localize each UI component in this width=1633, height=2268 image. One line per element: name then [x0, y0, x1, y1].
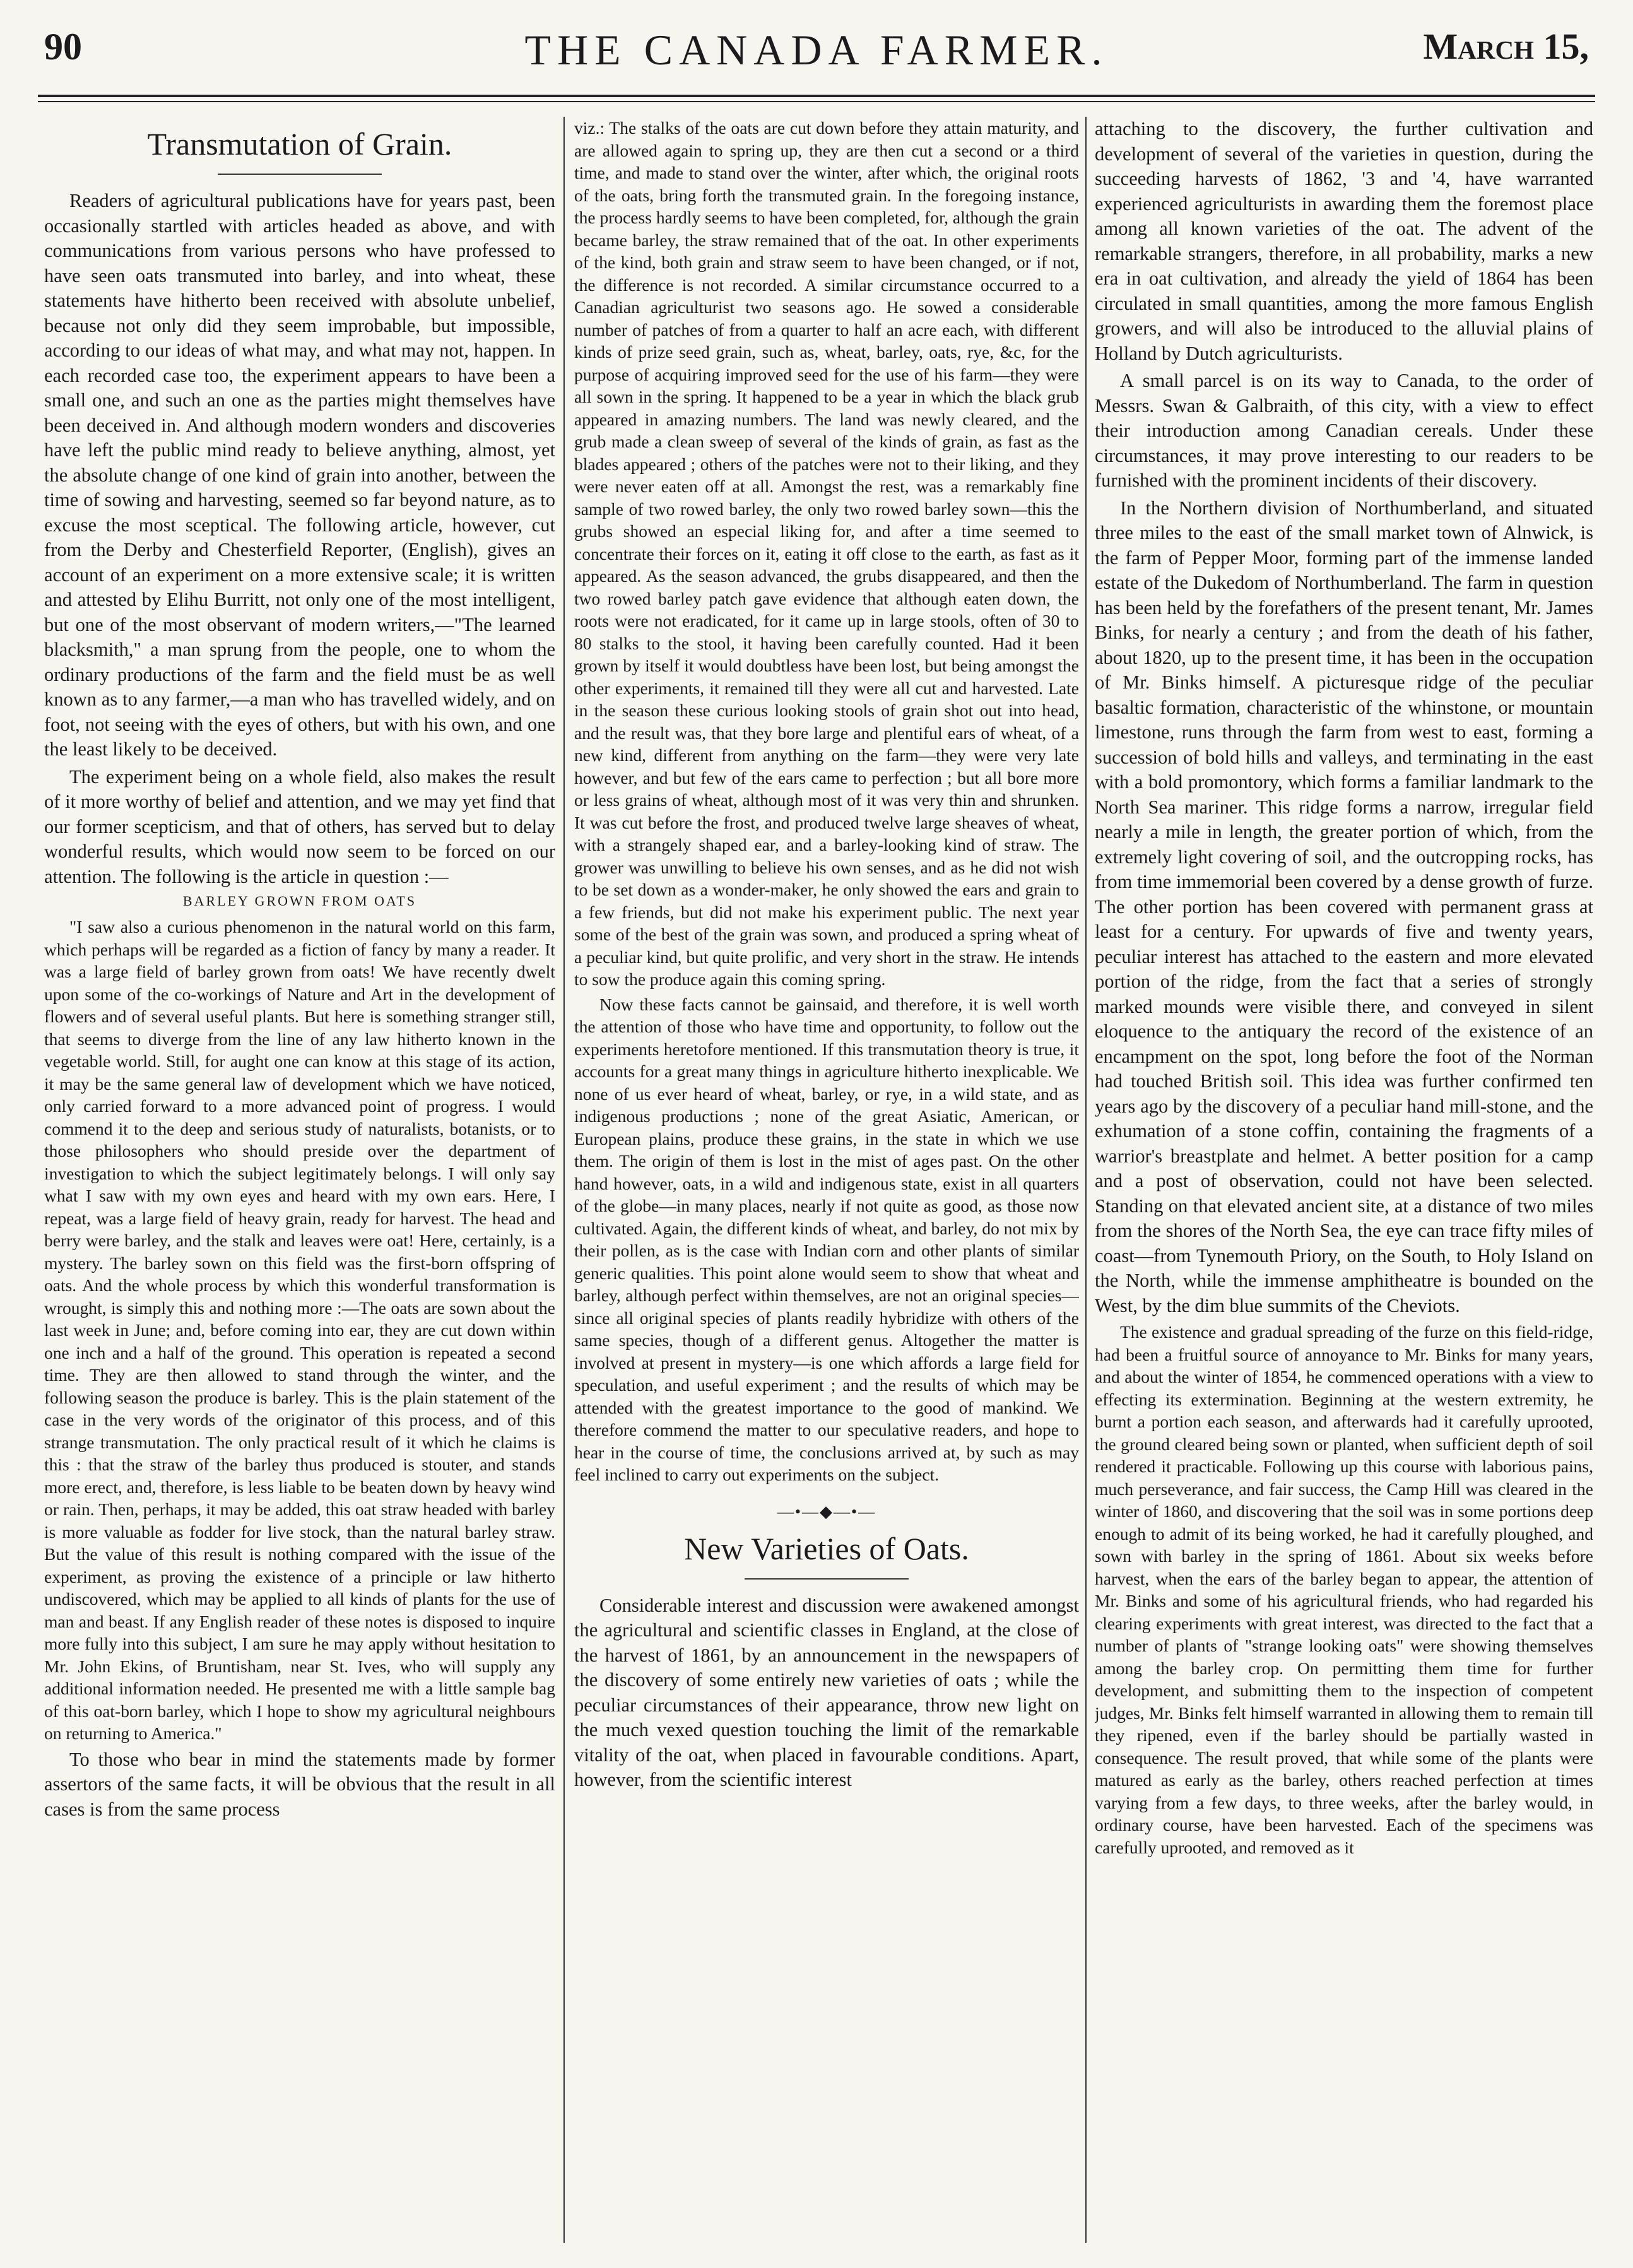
- column-1: [44, 117, 555, 2243]
- section-ornament: —•—◆—•—: [777, 1502, 876, 1521]
- title-underline: [745, 1578, 909, 1580]
- column-divider: [1085, 117, 1087, 2243]
- article-title-oats: New Varieties of Oats.: [684, 1530, 969, 1566]
- article-paragraph: The experiment being on a whole field, also makes the result of it more worthy of belief and attention, and we may yet find that our former scepticism, and that of others, has served but to delay wonderful results, which would now seem to be forced on our attention. The following is the article in question :—: [44, 765, 555, 887]
- article-paragraph: Now these facts cannot be gainsaid, and therefore, it is well worth the attention of those who have time and opportunity, to follow out the experiments heretofore mentioned. If this transmutation theory is true, it accounts for a great many things in agriculture hitherto inexplicable. We none of us ever heard of wheat, barley, or rye, in a wild state, and as indigenous productions ; none of the great Asiatic, American, or European plains, produce these grains, in the state in which we use them. The origin of them is lost in the mist of ages past. On the other hand however, oats, in a wild and indigenous state, exist in all quarters of the globe—in many places, nearly if not quite as good, as those now cultivated. Again, the different kinds of wheat, and barley, do not mix by their pollen, as is the case with Indian corn and other plants of similar generic qualities. This point alone would seem to show that wheat and barley, although perfect within themselves, are not an original species—since all original species of plants readily hybridize with others of the same species, though of a different genus. Altogether the matter is involved at present in mystery—is one which affords a large field for speculation, and useful experiment ; and the results of which may be attended with the greatest importance to the good of mankind. We therefore commend the matter to our speculative readers, and hope to hear in the course of time, the conclusions arrived at, by such as may feel inclined to carry out experiments on the subject.: [574, 994, 1079, 1484]
- column-3: [1095, 117, 1593, 2243]
- article-paragraph: Readers of agricultural publications have for years past, been occasionally startled with articles headed as above, and with communications from various persons who have professed to have seen oats transmuted into barley, and into wheat, these statements have hitherto been received with absolute unbelief, because not only did they seem improbable, but impossible, according to our ideas of what may, and what may not, happen. In each recorded case too, the experiment appears to have been a small one, and such an one as the parties might themselves have been deceived in. And although modern wonders and discoveries have left the public mind ready to believe anything, almost, yet the absolute change of one kind of grain into another, between the time of sowing and harvesting, seemed so far beyond nature, as to excuse the most sceptical. The following article, however, cut from the Derby and Chesterfield Reporter, (English), gives an account of an experiment on a more extensive scale; it is written and attested by Elihu Burritt, not only one of the most intelligent, but one of the most observant of modern writers,—"The learned blacksmith," a man sprung from the people, one to whom the ordinary productions of the farm and the field must be as well known as to any farmer,—a man who has travelled widely, and on foot, not seeing with the eyes of others, but with his own, and one the least likely to be deceived.: [44, 190, 555, 760]
- quoted-article-subhead: BARLEY GROWN FROM OATS: [182, 893, 417, 909]
- page-number: 90: [44, 26, 82, 68]
- article-title-transmutation: Transmutation of Grain.: [147, 126, 452, 162]
- column-divider: [563, 117, 565, 2243]
- article-paragraph: The existence and gradual spreading of the furze on this field-ridge, had been a fruitful source of annoyance to Mr. Binks for many years, and about the winter of 1854, he commenced operations with a view to effecting its extermination. Beginning at the western extremity, he burnt a portion each season, and afterwards had it carefully uprooted, the ground cleared being sown or planted, when sufficient depth of soil rendered it practicable. Following up this course with laborious pains, much perseverance, and fair success, the Camp Hill was cleared in the winter of 1860, and discovering that the soil was in some portions deep enough to admit of its being worked, he had it carefully ploughed, and sown with barley in the spring of 1861. About six weeks before harvest, when the ears of the barley began to appear, the attention of Mr. Binks and some of his agricultural friends, who had regarded his clearing experiments with great interest, was directed to the fact that a number of plants of "strange looking oats" were showing themselves among the barley crop. On permitting them time for further development, and submitting them to the inspection of competent judges, Mr. Binks felt himself warranted in allowing them to remain till they ripened, even if the barley should be partially wasted in consequence. The result proved, that while some of the plants were matured as early as the barley, others reached perfection at times varying from a few days, to three weeks, after the barley would, in ordinary course, have been harvested. Each of the specimens was carefully uprooted, and removed as it: [1095, 1322, 1593, 1857]
- title-underline: [218, 174, 382, 175]
- newspaper-title: THE CANADA FARMER.: [524, 26, 1109, 74]
- masthead-rule-thin: [38, 101, 1595, 102]
- masthead: [38, 25, 1595, 101]
- article-paragraph: attaching to the discovery, the further cultivation and development of several of the varieties in question, during the succeeding harvests of 1862, '3 and '4, have warranted experienced agriculturists in awarding them the foremost place among all known varieties of the oat. The advent of the remarkable strangers, therefore, in all probability, marks a new era in oat cultivation, and already the yield of 1864 has been circulated in small quantities, among the more famous English growers, and will also be introduced to the alluvial plains of Holland by Dutch agriculturists.: [1095, 118, 1593, 364]
- article-paragraph: A small parcel is on its way to Canada, to the order of Messrs. Swan & Galbraith, of this city, with a view to effect their introduction among Canadian cereals. Under these circumstances, it may prove interesting to our readers to be furnished with the prominent incidents of their discovery.: [1095, 370, 1593, 491]
- quoted-paragraph: "I saw also a curious phenomenon in the natural world on this farm, which perhaps will be regarded as a fiction of fancy by many a reader. It was a large field of barley grown from oats! We have recently dwelt upon some of the co-workings of Nature and Art in the development of flowers and of several useful plants. But here is something stranger still, that seems to diverge from the line of any law hitherto known in the vegetable world. Still, for aught one can know at this stage of its action, it may be the same general law of development which we have noticed, only carried forward to a more advanced point of progress. I would commend it to the deep and serious study of naturalists, botanists, or to those philosophers who should preside over the department of investigation to which the subject legitimately belongs. I will only say what I saw with my own eyes and heard with my own ears. Here, I repeat, was a large field of heavy grain, ready for harvest. The head and berry were barley, and the stalk and leaves were oat! Here, certainly, is a mystery. The barley sown on this field was the first-born offspring of oats. And the whole process by which this wonderful transformation is wrought, is simply this and nothing more :—The oats are sown about the last week in June; and, before coming into ear, they are cut down within one inch and a half of the ground. This operation is repeated a second time. They are then allowed to stand through the winter, and the following season the produce is barley. This is the plain statement of the case in the very words of the originator of this process, and of this strange transmutation. The only practical result of it which he claims is this : that the straw of the barley thus produced is stouter, and stands more erect, and, therefore, is less liable to be beaten down by heavy wind or rain. Then, perhaps, it may be added, this oat straw headed with barley is more valuable as fodder for live stock, than the natural barley straw. But the value of this result is nothing compared with the issue of the experiment, as proving the existence of a principle or law hitherto undiscovered, which may be applied to all kinds of plants for the use of man and beast. If any English reader of these notes is disposed to inquire more fully into this subject, I am sure he may apply without hesitation to Mr. John Ekins, of Bruntisham, near St. Ives, who will supply any additional information needed. He presented me with a little sample bag of this oat-born barley, which I hope to show my agricultural neighbours on returning to America.": [44, 917, 555, 1743]
- column-2: [574, 117, 1079, 2243]
- article-paragraph: To those who bear in mind the statements made by former assertors of the same facts, it will be obvious that the result in all cases is from the same process: [44, 1748, 555, 1820]
- article-paragraph: Considerable interest and discussion were awakened amongst the agricultural and scientific classes in England, at the close of the harvest of 1861, by an announcement in the newspapers of the discovery of some entirely new varieties of oats ; while the peculiar circumstances of their appearance, throw new light on the much vexed question touching the limit of the remarkable vitality of the oat, when placed in favourable conditions. Apart, however, from the scientific interest: [574, 1594, 1079, 1790]
- issue-date: March 15,: [1423, 26, 1589, 67]
- masthead-rule: [38, 95, 1595, 97]
- article-paragraph: In the Northern division of Northumberland, and situated three miles to the east of the small market town of Alnwick, is the farm of Pepper Moor, forming part of the immense landed estate of the Dukedom of Northumberland. The farm in question has been held by the forefathers of the present tenant, Mr. James Binks, for nearly a century ; and from the death of his father, about 1820, up to the present time, it has been in the occupation of Mr. Binks himself. A picturesque ridge of the peculiar basaltic formation, characteristic of the whinstone, or mountain limestone, runs through the farm from west to east, forming a succession of bold hills and valleys, and terminating in the east with a bold promontory, which forms a familiar landmark to the North Sea mariner. This ridge forms a narrow, irregular field nearly a mile in length, the greater portion of which, from the extremely light covering of soil, and the outcropping rocks, has from time immemorial been covered by a dense growth of furze. The other portion has been covered with permanent grass at least for a century. For upwards of five and twenty years, peculiar interest has attached to the eastern and more elevated portion of the ridge, from the fact that a series of strongly marked mounds were visible there, and conveyed in silent eloquence to the antiquary the record of the existence of an encampment on the spot, long before the foot of the Norman had touched British soil. This idea was further confirmed ten years ago by the discovery of a peculiar hand mill-stone, and the exhumation of a stone coffin, containing the fragments of a warrior's breastplate and helmet. A better position for a camp and a post of observation, could not have been selected. Standing on that elevated ancient site, at a distance of two miles from the shores of the North Sea, the eye can trace fifty miles of coast—from Tynemouth Priory, on the South, to Holy Island on the North, while the immense amphitheatre is bounded on the West, by the dim blue summits of the Cheviots.: [1095, 497, 1593, 1316]
- article-paragraph: viz.: The stalks of the oats are cut down before they attain maturity, and are allowed again to spring up, they are then cut a second or a third time, and made to stand over the winter, after which, the original roots of the oats, bring forth the transmuted grain. In the foregoing instance, the process hardly seems to have been completed, for, although the grain became barley, the straw remained that of the oat. In other experiments of the kind, both grain and straw seem to have been changed, or if not, the difference is not recorded. A similar circumstance occurred to a Canadian agriculturist two seasons ago. He sowed a considerable number of patches of from a quarter to half an acre each, with different kinds of prize seed grain, such as, wheat, barley, oats, rye, &c, for the purpose of acquiring improved seed for the use of his farm—they were all sown in the spring. It happened to be a year in which the black grub appeared in amazing numbers. The land was newly cleared, and the grub made a clean sweep of several of the kinds of grain, as fast as the blades appeared ; others of the patches were not to their liking, and they were never eaten off at all. Amongst the rest, was a remarkably fine sample of two rowed barley, the only two rowed barley sown—this the grubs showed an especial liking for, and after a time seemed to concentrate their forces on it, eating it off close to the earth, as fast as it appeared. As the season advanced, the grubs disappeared, and then the two rowed barley patch gave evidence that although eaten down, the roots were not eradicated, for it came up in large stools, often of 30 to 80 stalks to the stool, it having been carefully counted. Had it been grown by itself it would doubtless have been lost, but being amongst the other experiments, it remained till they were all cut and harvested. Late in the season these curious looking stools of grain shot out into head, and the result was, that they bore large and plentiful ears of wheat, of a new kind, different from anything on the farm—they were very late however, and but few of the ears came to perfection ; but all bore more or less grains of wheat, although most of it was very thin and shrunken. It was cut before the frost, and produced twelve large sheaves of wheat, with a strangely shaped ear, and a barley-looking kind of straw. The grower was unwilling to believe his own senses, and as he did not wish to be set down as a wonder-maker, he only showed the ears and grain to a few friends, but did not make his experiment public. The next year some of the best of the grain was sown, and produced a spring wheat of a peculiar kind, but quite prolific, and very short in the straw. He intends to sow the produce again this coming spring.: [574, 118, 1079, 989]
